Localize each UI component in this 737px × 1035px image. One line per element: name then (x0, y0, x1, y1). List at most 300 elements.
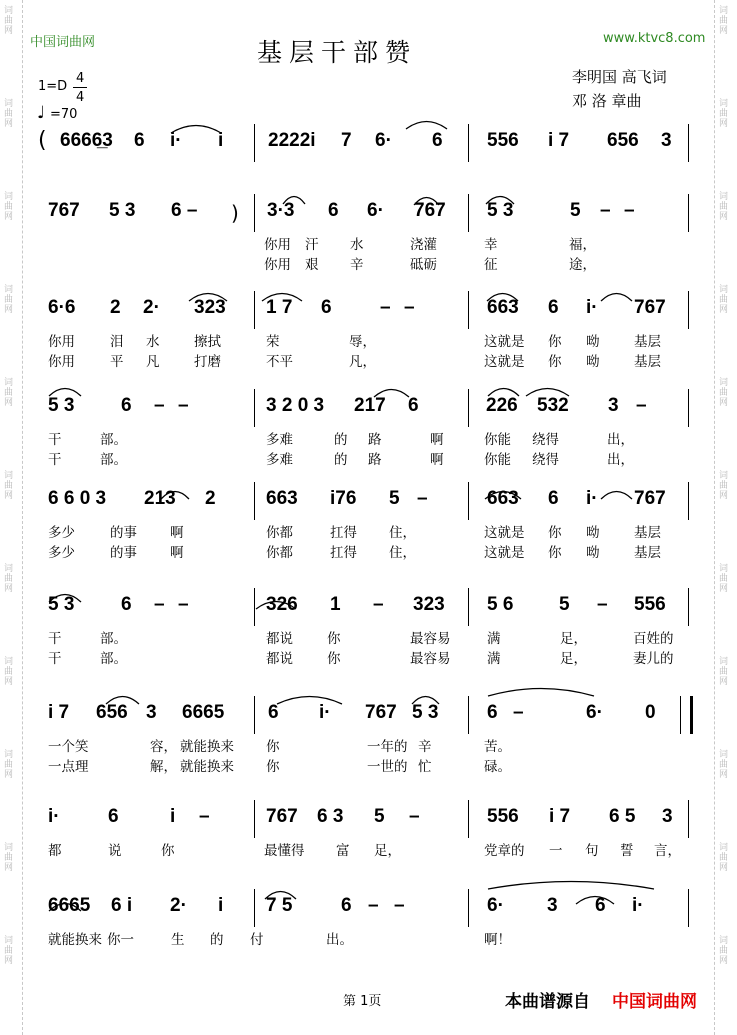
slur-mark (282, 193, 306, 205)
composer-credit: 邓 洛 章曲 (572, 92, 642, 110)
note-group: 663 (487, 297, 519, 318)
note-group: 6 (268, 702, 279, 723)
bar-line (468, 482, 469, 520)
note-group: 1 (330, 594, 341, 615)
slur-mark (160, 488, 190, 500)
note-group: i (170, 806, 176, 827)
slur-mark (484, 488, 522, 500)
lyric-syllable: 住， (389, 545, 416, 561)
lyric-syllable: 呦 (586, 545, 600, 561)
note-group: 6 (108, 806, 119, 827)
note-group: 656 (96, 702, 128, 723)
lyric-syllable: 苦。 (484, 739, 511, 755)
bar-line (688, 588, 689, 626)
lyric-syllable: 幸 (484, 237, 498, 253)
note-group: – (404, 297, 415, 318)
lyric-syllable: 你都 (266, 545, 293, 561)
lyric-syllable: 党章的 (484, 843, 525, 859)
note-group: 556 (487, 130, 519, 151)
slur-mark (487, 685, 595, 697)
note-group: 6 (121, 594, 132, 615)
note-group: 6666̲3 (60, 130, 113, 151)
note-group: 663 (487, 488, 519, 509)
right-margin-line (714, 0, 715, 1035)
note-group: – (380, 297, 391, 318)
slur-mark (261, 290, 303, 302)
lyric-syllable: 呦 (586, 354, 600, 370)
lyric-syllable: 你 (548, 545, 562, 561)
lyric-syllable: 途， (569, 257, 596, 273)
lyric-syllable: 一个笑 (48, 739, 89, 755)
note-group: – (624, 200, 635, 221)
bar-line (254, 291, 255, 329)
note-group: 656 (607, 130, 639, 151)
watermark-glyph: 词 (719, 471, 729, 481)
note-group: 3 (146, 702, 157, 723)
watermark-glyph: 曲 (719, 574, 729, 584)
lyric-syllable: 誓 (620, 843, 634, 859)
note-group: 2· (170, 895, 187, 916)
lyric-syllable: 部。 (100, 651, 127, 667)
lyric-syllable: 基层 (634, 545, 661, 561)
bar-line (254, 482, 255, 520)
watermark-glyph: 网 (4, 956, 14, 966)
watermark-glyph-group (719, 936, 728, 966)
lyric-syllable: 呦 (586, 525, 600, 541)
watermark-glyph-group (719, 564, 728, 594)
lyric-syllable: 泪 (110, 334, 124, 350)
watermark-glyph: 网 (719, 677, 729, 687)
bar-line (254, 800, 255, 838)
lyric-syllable: 平 (110, 354, 124, 370)
lyric-syllable: 干 (48, 432, 62, 448)
lyric-syllable: 干 (48, 631, 62, 647)
note-group: 5 3 (48, 594, 75, 615)
note-group: – (417, 488, 428, 509)
bar-line (688, 800, 689, 838)
lyric-syllable: 啊！ (484, 932, 511, 948)
lyric-syllable: 的事 (110, 545, 137, 561)
page-number: 第 1页 (343, 994, 382, 1009)
watermark-glyph: 网 (719, 770, 729, 780)
lyric-syllable: 干 (48, 651, 62, 667)
watermark-glyph: 词 (719, 843, 729, 853)
bar-line (468, 588, 469, 626)
lyric-syllable: 最容易 (410, 651, 451, 667)
note-group: 6· (487, 895, 504, 916)
lyric-syllable: 说 (108, 843, 122, 859)
note-group: 5 3 (487, 200, 514, 221)
bar-line (254, 889, 255, 927)
lyric-syllable: 凡， (349, 354, 376, 370)
note-group: i· (586, 297, 598, 318)
watermark-glyph: 曲 (4, 667, 14, 677)
watermark-glyph: 词 (4, 657, 14, 667)
lyric-syllable: 凡 (146, 354, 160, 370)
slur-mark (486, 290, 519, 302)
note-group: 6 (328, 200, 339, 221)
watermark-glyph: 网 (719, 863, 729, 873)
lyric-syllable: 你能 (484, 432, 511, 448)
note-group: 6 6 0 3 (48, 488, 107, 509)
note-group: 6·6 (48, 297, 76, 318)
lyric-syllable: 足， (374, 843, 401, 859)
slur-mark (487, 385, 520, 397)
note-group: 213 (144, 488, 176, 509)
watermark-glyph: 网 (4, 305, 14, 315)
watermark-glyph: 曲 (719, 853, 729, 863)
watermark-glyph: 词 (4, 192, 14, 202)
note-group: 6 (341, 895, 352, 916)
slur-mark (411, 693, 440, 705)
lyric-syllable: 百姓的 (633, 631, 674, 647)
watermark-glyph-group (719, 285, 728, 315)
lyric-syllable: 出， (607, 432, 634, 448)
bar-line (688, 291, 689, 329)
bar-line (254, 194, 255, 232)
lyric-syllable: 富 (336, 843, 350, 859)
lyric-syllable: 你 (266, 759, 280, 775)
watermark-glyph-group (4, 936, 13, 966)
note-group: 767 (634, 488, 666, 509)
note-group: 5 (389, 488, 400, 509)
lyric-syllable: 容， (150, 739, 177, 755)
note-group: – (199, 806, 210, 827)
note-group: 2 (205, 488, 216, 509)
slur-mark (264, 888, 297, 900)
lyric-syllable: 你用 (264, 237, 291, 253)
lyric-syllable: 付 (250, 932, 264, 948)
lyric-syllable: 你能 (484, 452, 511, 468)
lyric-syllable: 绕得 (532, 452, 559, 468)
note-group: 6 (121, 395, 132, 416)
bar-line (254, 696, 255, 734)
note-group: 5 3 (109, 200, 136, 221)
watermark-glyph: 词 (4, 378, 14, 388)
lyric-syllable: 啊 (430, 432, 444, 448)
note-group: 6 (134, 130, 145, 151)
lyric-syllable: 不平 (266, 354, 293, 370)
slur-mark (48, 591, 82, 603)
note-group: i76 (330, 488, 357, 509)
note-group: 5 (559, 594, 570, 615)
watermark-glyph: 曲 (719, 388, 729, 398)
note-group: 3 2 0 3 (266, 395, 325, 416)
note-group: 663 (266, 488, 298, 509)
bar-line (254, 124, 255, 162)
note-group: 6· (367, 200, 384, 221)
note-group: 6 (548, 297, 559, 318)
note-group: 556 (487, 806, 519, 827)
site-logo-left[interactable]: 中国词曲网 (30, 35, 96, 50)
lyric-syllable: 的 (334, 452, 348, 468)
note-group: 217 (354, 395, 386, 416)
watermark-glyph: 曲 (4, 109, 14, 119)
lyric-syllable: 辱， (349, 334, 376, 350)
note-group: 326 (266, 594, 298, 615)
note-group: 6 (595, 895, 606, 916)
watermark-glyph: 词 (4, 750, 14, 760)
note-group: 6 (408, 395, 419, 416)
watermark-glyph-group (4, 564, 13, 594)
source-label: 本曲谱源自 (505, 992, 590, 1012)
watermark-glyph: 曲 (4, 574, 14, 584)
slur-mark (48, 385, 82, 397)
watermark-glyph-group (4, 378, 13, 408)
lyric-syllable: 砥砺 (410, 257, 437, 273)
note-group: – (409, 806, 420, 827)
lyric-syllable: 这就是 (484, 354, 525, 370)
note-group: i· (48, 806, 60, 827)
lyric-syllable: 部。 (100, 631, 127, 647)
note-group: 767 (365, 702, 397, 723)
lyric-syllable: 你 (548, 334, 562, 350)
watermark-glyph-group (4, 471, 13, 501)
note-group: – (513, 702, 524, 723)
bar-line (254, 389, 255, 427)
note-group: 3 (661, 130, 672, 151)
watermark-glyph: 曲 (4, 760, 14, 770)
note-group: i (218, 895, 224, 916)
watermark-glyph-group (4, 843, 13, 873)
watermark-glyph: 网 (719, 305, 729, 315)
watermark-glyph: 词 (719, 99, 729, 109)
lyric-syllable: 你用 (48, 334, 75, 350)
note-group: 0 (645, 702, 656, 723)
note-group: i· (632, 895, 644, 916)
note-group: 6 – (171, 200, 198, 221)
lyric-syllable: 多难 (266, 452, 293, 468)
left-margin-line (22, 0, 23, 1035)
time-signature-bottom: 4 (76, 90, 85, 105)
slur-mark (413, 194, 440, 206)
note-group: 2· (143, 297, 160, 318)
note-group: 767 (48, 200, 80, 221)
watermark-glyph: 词 (4, 471, 14, 481)
lyric-syllable: 路 (368, 452, 382, 468)
note-group: 2222i (268, 130, 316, 151)
watermark-glyph-group (4, 6, 13, 36)
note-group: i 7 (548, 130, 570, 151)
note-group: 5 3 (48, 395, 75, 416)
bar-line (468, 389, 469, 427)
lyric-syllable: 的 (210, 932, 224, 948)
lyric-syllable: 你都 (266, 525, 293, 541)
watermark-glyph-group (719, 843, 728, 873)
lyric-syllable: 住， (389, 525, 416, 541)
lyric-syllable: 一年的 (367, 739, 408, 755)
watermark-glyph: 网 (719, 398, 729, 408)
note-group: – (154, 395, 165, 416)
lyric-syllable: 都 (48, 843, 62, 859)
watermark-glyph-group (4, 657, 13, 687)
note-group: 767 (634, 297, 666, 318)
lyric-syllable: 忙 (418, 759, 432, 775)
watermark-glyph-group (4, 99, 13, 129)
slur-mark (487, 878, 655, 890)
watermark-glyph: 曲 (719, 295, 729, 305)
lyric-syllable: 都说 (266, 651, 293, 667)
lyric-syllable: 你 (327, 631, 341, 647)
watermark-glyph: 词 (4, 6, 14, 16)
note-group: i 7 (549, 806, 571, 827)
lyric-syllable: 这就是 (484, 334, 525, 350)
lyric-syllable: 就能换来 (48, 932, 102, 948)
bar-line (688, 482, 689, 520)
lyric-syllable: 基层 (634, 334, 661, 350)
note-group: 767 (266, 806, 298, 827)
watermark-glyph: 曲 (719, 202, 729, 212)
intro-open-paren: ( (38, 128, 47, 153)
source-site-link[interactable]: 中国词曲网 (612, 992, 697, 1012)
note-group: 556 (634, 594, 666, 615)
watermark-glyph-group (719, 192, 728, 222)
watermark-glyph: 曲 (4, 16, 14, 26)
note-group: 5 (374, 806, 385, 827)
watermark-glyph-group (719, 657, 728, 687)
watermark-glyph-group (719, 471, 728, 501)
note-group: 767 (414, 200, 446, 221)
watermark-glyph-group (4, 192, 13, 222)
watermark-glyph: 词 (719, 378, 729, 388)
bar-line (688, 389, 689, 427)
lyric-syllable: 你 (266, 739, 280, 755)
watermark-glyph: 词 (719, 657, 729, 667)
lyric-syllable: 足， (560, 651, 587, 667)
watermark-glyph: 曲 (719, 481, 729, 491)
watermark-glyph: 曲 (4, 388, 14, 398)
lyric-syllable: 出。 (326, 932, 353, 948)
watermark-glyph: 词 (4, 285, 14, 295)
lyric-syllable: 最容易 (410, 631, 451, 647)
note-group: 3·3 (267, 200, 295, 221)
watermark-glyph: 曲 (719, 109, 729, 119)
lyric-syllable: 干 (48, 452, 62, 468)
lyric-syllable: 征 (484, 257, 498, 273)
lyric-syllable: 的事 (110, 525, 137, 541)
lyric-syllable: 你用 (48, 354, 75, 370)
note-group: 1 7 (266, 297, 293, 318)
note-group: – (373, 594, 384, 615)
lyric-syllable: 你 (161, 843, 175, 859)
lyric-syllable: 福， (569, 237, 596, 253)
watermark-glyph: 网 (4, 584, 14, 594)
note-group: 6 (432, 130, 443, 151)
lyric-syllable: 部。 (100, 432, 127, 448)
watermark-glyph: 网 (4, 863, 14, 873)
bar-line (468, 696, 469, 734)
note-group: i· (586, 488, 598, 509)
lyric-syllable: 水 (146, 334, 160, 350)
watermark-glyph: 网 (4, 677, 14, 687)
quarter-note-icon: ♩ (37, 103, 46, 123)
note-group: 6 i (111, 895, 133, 916)
lyric-syllable: 句 (585, 843, 599, 859)
lyric-syllable: 多少 (48, 545, 75, 561)
lyric-syllable: 一 (549, 843, 563, 859)
lyric-syllable: 啊 (430, 452, 444, 468)
watermark-glyph: 曲 (719, 16, 729, 26)
lyric-syllable: 艰 (305, 257, 319, 273)
watermark-glyph-group (719, 750, 728, 780)
lyric-syllable: 足， (560, 631, 587, 647)
slur-mark (373, 386, 410, 398)
watermark-glyph: 网 (4, 398, 14, 408)
watermark-glyph: 词 (4, 936, 14, 946)
watermark-glyph: 网 (719, 212, 729, 222)
note-group: 7 (341, 130, 352, 151)
bar-line (468, 124, 469, 162)
note-group: 532 (537, 395, 569, 416)
note-group: – (636, 395, 647, 416)
slur-mark (485, 193, 515, 205)
lyric-syllable: 就能换来 (180, 739, 234, 755)
note-group: 323 (413, 594, 445, 615)
lyric-syllable: 扛得 (330, 545, 357, 561)
lyric-syllable: 出， (607, 452, 634, 468)
watermark-glyph: 网 (4, 770, 14, 780)
slur-mark (575, 893, 615, 905)
note-group: – (178, 594, 189, 615)
lyric-syllable: 汗 (305, 237, 319, 253)
note-group: 3 (608, 395, 619, 416)
note-group: 7 5 (266, 895, 293, 916)
slur-mark (105, 693, 140, 705)
note-group: i· (319, 702, 331, 723)
note-group: – (394, 895, 405, 916)
lyric-syllable: 这就是 (484, 545, 525, 561)
lyric-syllable: 妻儿的 (633, 651, 674, 667)
watermark-glyph: 词 (719, 750, 729, 760)
slur-mark (255, 598, 297, 610)
watermark-glyph: 网 (719, 119, 729, 129)
lyric-syllable: 擦拭 (194, 334, 221, 350)
slur-mark (170, 122, 222, 134)
site-url-right[interactable]: www.ktvc8.com (603, 31, 706, 46)
note-group: i (218, 130, 224, 151)
lyric-syllable: 基层 (634, 354, 661, 370)
note-group: 3 (547, 895, 558, 916)
note-group: 6665 (48, 895, 91, 916)
watermark-glyph: 曲 (719, 946, 729, 956)
watermark-glyph: 网 (719, 491, 729, 501)
slur-mark (276, 693, 343, 705)
lyric-syllable: 就能换来 (180, 759, 234, 775)
lyric-syllable: 最懂得 (264, 843, 305, 859)
note-group: 6· (586, 702, 603, 723)
lyric-syllable: 部。 (100, 452, 127, 468)
note-group: 6 (548, 488, 559, 509)
note-group: 6 (321, 297, 332, 318)
lyric-syllable: 浇灌 (410, 237, 437, 253)
watermark-glyph: 曲 (4, 481, 14, 491)
lyric-syllable: 绕得 (532, 432, 559, 448)
watermark-glyph: 词 (719, 936, 729, 946)
lyric-syllable: 扛得 (330, 525, 357, 541)
watermark-glyph-group (719, 6, 728, 36)
lyric-syllable: 辛 (418, 739, 432, 755)
watermark-glyph: 曲 (4, 946, 14, 956)
note-group: 6 5 (609, 806, 636, 827)
note-group: – (154, 594, 165, 615)
watermark-glyph: 词 (719, 285, 729, 295)
lyric-syllable: 满 (487, 631, 501, 647)
lyric-syllable: 你一 (107, 932, 134, 948)
time-signature-line (73, 87, 87, 88)
watermark-glyph: 网 (719, 584, 729, 594)
slur-mark (405, 118, 448, 130)
watermark-glyph: 网 (719, 26, 729, 36)
